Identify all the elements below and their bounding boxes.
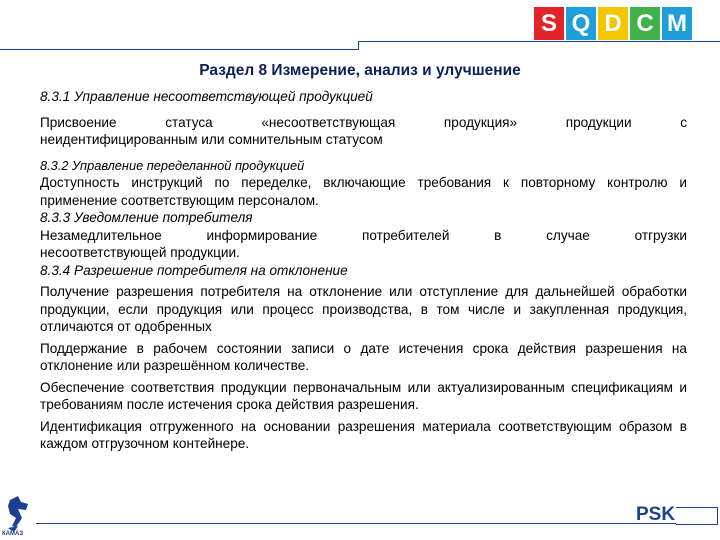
paragraph-status-line2: неидентифицированным или сомнительным статусом xyxy=(40,132,383,147)
page-title: Раздел 8 Измерение, анализ и улучшение xyxy=(199,62,521,79)
section-heading-8-3-1: 8.3.1 Управление несоответствующей продукцией xyxy=(40,89,373,104)
sqdcm-logo xyxy=(534,7,692,40)
paragraph-deviation-records: Поддержание в рабочем состоянии записи о дате истечения срока действия разрешения на отклонение или разрешённом количестве. xyxy=(40,340,687,373)
psk-logo-frame xyxy=(676,507,718,525)
sqdcm-letter-d: D xyxy=(598,7,628,40)
kamaz-logo-text: КАМАЗ xyxy=(2,531,24,537)
sqdcm-letter-m: M xyxy=(662,7,692,40)
paragraph-notify-line1: Незамедлительное информирование потребителей в случае отгрузки xyxy=(40,227,687,243)
paragraph-rework: Доступность инструкций по переделке, включающие требования к повторному контролю и применение соответствующим персоналом. xyxy=(40,175,687,208)
section-heading-8-3-4: 8.3.4 Разрешение потребителя на отклонение xyxy=(40,262,348,278)
paragraph-status-line1: Присвоение статуса «несоответствующая продукция» продукции с xyxy=(40,114,687,130)
paragraph-deviation-approval: Получение разрешения потребителя на отклонение или отступление для дальнейшей обработки продукции, если продукция или процесс производства, в том числе и закупленная продукция, отличаются от одобренных xyxy=(40,284,687,334)
header-rule-left xyxy=(0,49,358,50)
sqdcm-letter-c: C xyxy=(630,7,660,40)
section-heading-8-3-3: 8.3.3 Уведомление потребителя xyxy=(40,210,253,225)
header-rule-step xyxy=(358,41,359,50)
sqdcm-letter-s: S xyxy=(534,7,564,40)
header-rule-right xyxy=(358,41,720,42)
paragraph-notify-line2: несоответствующей продукции. xyxy=(40,245,240,260)
footer-rule xyxy=(36,523,676,524)
paragraph-deviation-identification: Идентификация отгруженного на основании разрешения материала соответствующим образом в каждом отгрузочном контейнере. xyxy=(40,418,687,451)
psk-logo: PSK xyxy=(636,504,676,525)
content-body xyxy=(40,88,687,453)
sqdcm-letter-q: Q xyxy=(566,7,596,40)
section-heading-8-3-2: 8.3.2 Управление переделанной продукцией xyxy=(40,157,305,173)
paragraph-deviation-compliance: Обеспечение соответствия продукции первоначальным или актуализированным спецификациям и требованиям после истечения срока действия разрешения. xyxy=(40,379,687,412)
